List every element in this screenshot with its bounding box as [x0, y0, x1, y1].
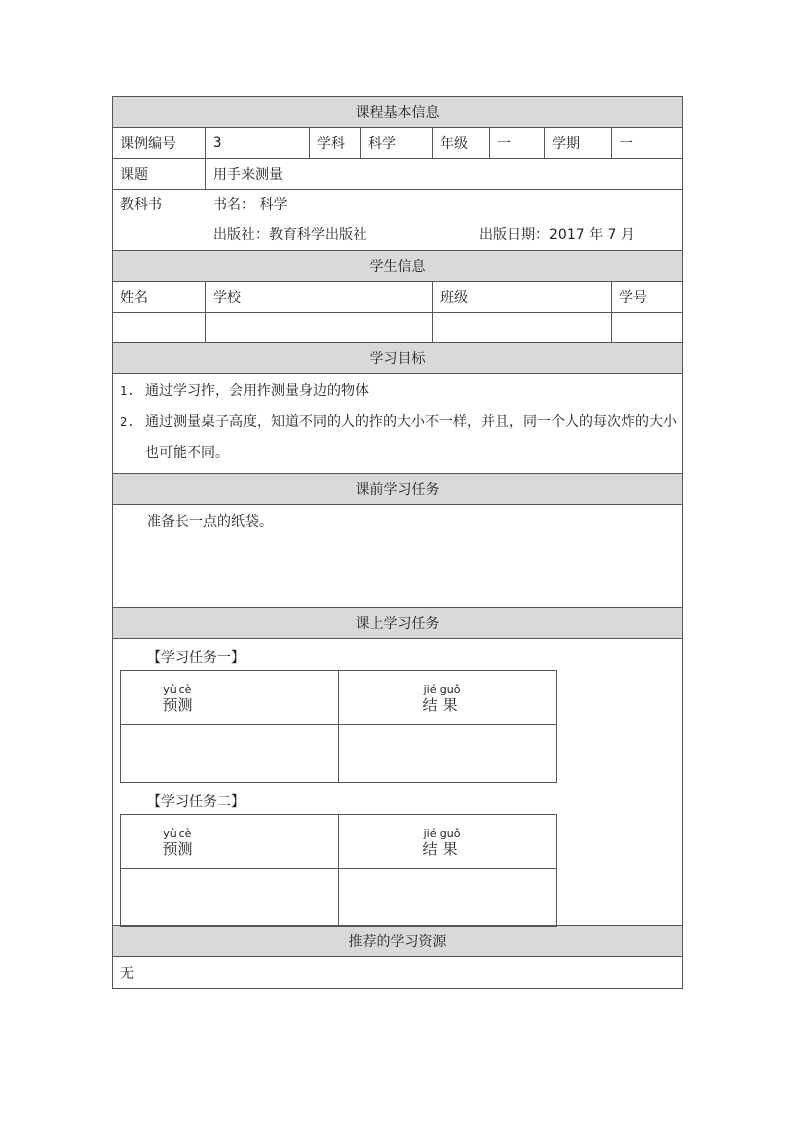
result-char-2: 果: [439, 696, 461, 714]
result-char-1: 结: [422, 840, 438, 858]
class-task-cell: [113, 639, 683, 926]
textbook-line-2: [113, 220, 682, 250]
class-task-header-row: [113, 608, 683, 639]
task-2-head-row: [121, 815, 557, 869]
predict-pinyin-1: yù: [162, 683, 178, 696]
student-info-header-row: [113, 251, 683, 282]
lesson-no-value: 3: [206, 128, 310, 159]
student-name-field[interactable]: [113, 313, 206, 343]
student-name-label: 姓名: [113, 282, 206, 313]
predict-char-2: 测: [177, 696, 193, 714]
goal-number: 1.: [120, 384, 135, 398]
school-field[interactable]: [206, 313, 433, 343]
task-2-table: [120, 814, 557, 927]
result-answer-field[interactable]: [339, 869, 557, 927]
resources-row: [113, 957, 683, 989]
basic-info-header: 课程基本信息: [113, 97, 683, 128]
pre-task-header: 课前学习任务: [113, 474, 683, 505]
predict-pinyin-2: cè: [177, 827, 193, 840]
school-label: 学校: [206, 282, 433, 313]
result-pinyin-1: jié: [422, 683, 438, 696]
predict-answer-field[interactable]: [121, 869, 339, 927]
student-value-row: [113, 313, 683, 343]
student-id-label: 学号: [612, 282, 683, 313]
lesson-meta-row: [113, 128, 683, 159]
goal-item: [113, 407, 682, 469]
predict-char-1: 预: [162, 696, 178, 714]
result-pinyin-2: guǒ: [439, 827, 461, 840]
lesson-plan-table: [112, 96, 683, 989]
result-char-2: 果: [439, 840, 461, 858]
topic-label: 课题: [113, 159, 206, 190]
resources-header: 推荐的学习资源: [113, 926, 683, 957]
resources-text: 无: [113, 957, 683, 989]
publisher: 出版社：教育科学出版社: [213, 227, 367, 243]
term-value: 一: [612, 128, 683, 159]
subject-value: 科学: [361, 128, 433, 159]
predict-pinyin-2: cè: [177, 683, 193, 696]
goal-number: 2.: [120, 415, 135, 429]
task-1-title: 【学习任务一】: [147, 650, 245, 666]
result-answer-field[interactable]: [339, 725, 557, 783]
student-id-field[interactable]: [612, 313, 683, 343]
basic-info-header-row: [113, 97, 683, 128]
textbook-label: 教科书: [120, 197, 162, 213]
book-name: 书名： 科学: [213, 197, 288, 213]
result-pinyin-1: jié: [422, 827, 438, 840]
task-1-answer-row: [121, 725, 557, 783]
predict-header: [121, 815, 339, 869]
goals-header: 学习目标: [113, 343, 683, 374]
pre-task-row: [113, 505, 683, 608]
result-header: [339, 671, 557, 725]
goal-text: 通过学习拃，会用拃测量身边的物体: [145, 383, 369, 399]
task-2-title: 【学习任务二】: [147, 794, 245, 810]
grade-label: 年级: [433, 128, 490, 159]
predict-answer-field[interactable]: [121, 725, 339, 783]
class-task-header: 课上学习任务: [113, 608, 683, 639]
goals-header-row: [113, 343, 683, 374]
textbook-cell: [113, 190, 683, 251]
goal-item: [113, 376, 682, 407]
task-1-table: [120, 670, 557, 783]
predict-pinyin-1: yù: [162, 827, 178, 840]
predict-char-1: 预: [162, 840, 178, 858]
result-pinyin-2: guǒ: [439, 683, 461, 696]
class-field[interactable]: [433, 313, 612, 343]
goal-text: 通过测量桌子高度，知道不同的人的拃的大小不一样，并且，同一个人的每次炸的大小也可能不同。: [145, 414, 677, 461]
predict-header: [121, 671, 339, 725]
class-label: 班级: [433, 282, 612, 313]
publish-date: 出版日期：2017 年 7 月: [479, 227, 635, 243]
lesson-plan-document: [112, 96, 682, 989]
predict-char-2: 测: [177, 840, 193, 858]
goals-row: [113, 374, 683, 474]
resources-header-row: [113, 926, 683, 957]
textbook-row: [113, 190, 683, 251]
student-info-header: 学生信息: [113, 251, 683, 282]
textbook-line-1: [113, 190, 682, 220]
topic-value: 用手来测量: [206, 159, 683, 190]
pre-task-header-row: [113, 474, 683, 505]
lesson-no-label: 课例编号: [113, 128, 206, 159]
class-task-row: [113, 639, 683, 926]
result-char-1: 结: [422, 696, 438, 714]
task-2-answer-row: [121, 869, 557, 927]
pre-task-text: 准备长一点的纸袋。: [113, 505, 683, 608]
student-label-row: [113, 282, 683, 313]
result-header: [339, 815, 557, 869]
goals-cell: [113, 374, 683, 474]
task-1-head-row: [121, 671, 557, 725]
grade-value: 一: [490, 128, 545, 159]
term-label: 学期: [545, 128, 612, 159]
topic-row: [113, 159, 683, 190]
subject-label: 学科: [310, 128, 361, 159]
